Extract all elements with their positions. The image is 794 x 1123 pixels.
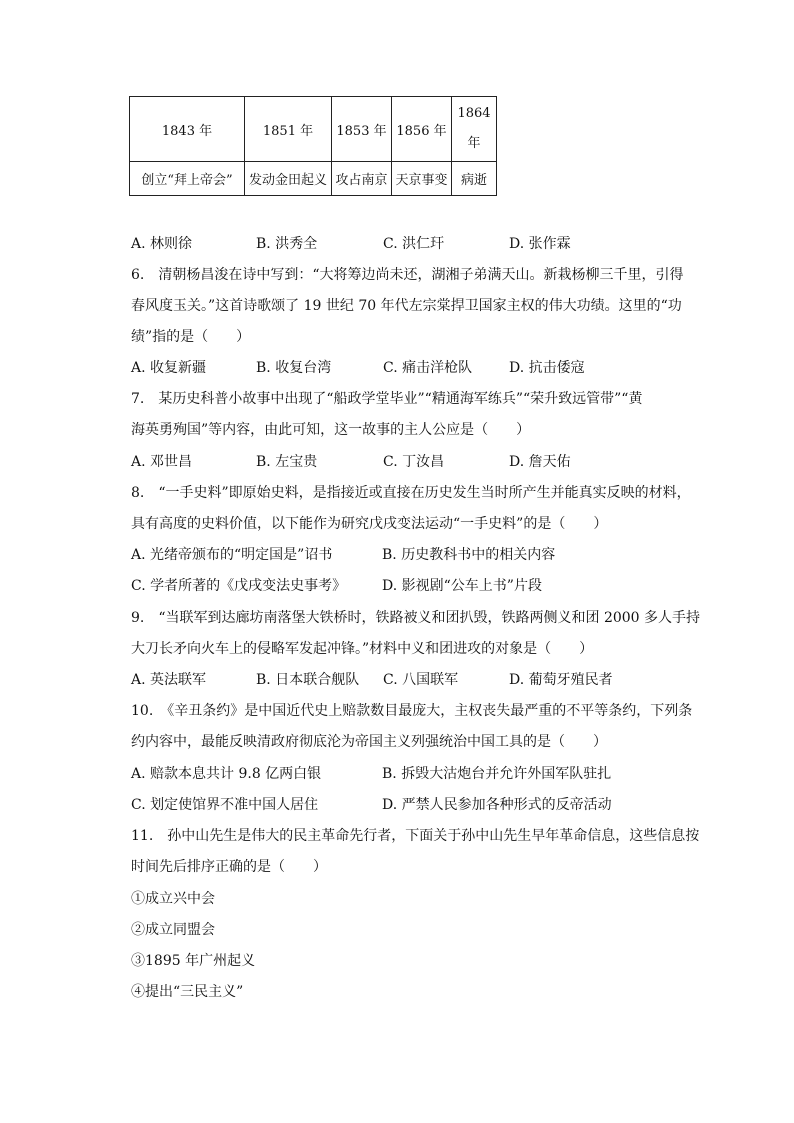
option-d[interactable]: D. 张作霖 bbox=[509, 236, 571, 252]
hong-xiuquan-timeline-table bbox=[129, 96, 497, 196]
q11-item: ③1895 年广州起义 bbox=[131, 953, 256, 969]
q8-text-line: 具有高度的史料价值，以下能作为研究戊戌变法运动“一手史料”的是（ ） bbox=[131, 516, 608, 532]
option-d[interactable]: D. 詹天佑 bbox=[509, 454, 571, 470]
table-cell: 1853 年 bbox=[332, 97, 392, 162]
option-a[interactable]: A. 收复新疆 bbox=[131, 360, 207, 376]
q9-text-line: 大刀长矛向火车上的侵略军发起冲锋。”材料中义和团进攻的对象是（ ） bbox=[131, 641, 594, 657]
q10-text-line: 10. 《辛丑条约》是中国近代史上赔款数目最庞大，主权丧失最严重的不平等条约，下列条 bbox=[131, 703, 693, 719]
option-d[interactable]: D. 抗击倭寇 bbox=[509, 360, 585, 376]
q11-text-line: 时间先后排序正确的是（ ） bbox=[131, 859, 327, 875]
option-b[interactable]: B. 日本联合舰队 bbox=[256, 672, 360, 688]
option-b[interactable]: B. 历史教科书中的相关内容 bbox=[382, 547, 556, 563]
option-a[interactable]: A. 光绪帝颁布的“明定国是”诏书 bbox=[131, 547, 333, 563]
option-b[interactable]: B. 收复台湾 bbox=[256, 360, 332, 376]
table-row bbox=[130, 162, 497, 196]
option-d[interactable]: D. 葡萄牙殖民者 bbox=[509, 672, 613, 688]
option-c[interactable]: C. 学者所著的《戊戌变法史事考》 bbox=[131, 578, 347, 594]
table-cell: 创立“拜上帝会” bbox=[130, 162, 245, 196]
table-cell: 1843 年 bbox=[130, 97, 245, 162]
table-cell: 攻占南京 bbox=[332, 162, 392, 196]
q8-text-line: 8. “一手史料”即原始史料，是指接近或直接在历史发生当时所产生并能真实反映的材料， bbox=[131, 485, 691, 501]
q11-item: ②成立同盟会 bbox=[131, 922, 215, 938]
q11-item: ①成立兴中会 bbox=[131, 891, 215, 907]
option-d[interactable]: D. 影视剧“公车上书”片段 bbox=[382, 578, 542, 594]
table-cell: 发动金田起义 bbox=[245, 162, 332, 196]
q7-text-line: 7. 某历史科普小故事中出现了“船政学堂毕业”“精通海军练兵”“荣升致远管带”“黄 bbox=[131, 391, 643, 407]
option-d[interactable]: D. 严禁人民参加各种形式的反帝活动 bbox=[382, 797, 612, 813]
q6-text-line: 绩”指的是（ ） bbox=[131, 329, 251, 345]
table-cell: 1851 年 bbox=[245, 97, 332, 162]
option-a[interactable]: A. 邓世昌 bbox=[131, 454, 193, 470]
option-a[interactable]: A. 赔款本息共计 9.8 亿两白银 bbox=[131, 766, 322, 782]
table-cell-line: 年 bbox=[467, 136, 481, 151]
table-cell bbox=[452, 97, 497, 162]
table-cell-line: 1864 bbox=[457, 106, 491, 121]
option-b[interactable]: B. 左宝贵 bbox=[256, 454, 318, 470]
q9-text-line: 9. “当联军到达廊坊南落堡大铁桥时，铁路被义和团扒毁，铁路两侧义和团 2000 多人手持 bbox=[131, 610, 701, 626]
q11-item: ④提出“三民主义” bbox=[131, 984, 244, 1000]
option-a[interactable]: A. 英法联军 bbox=[131, 672, 207, 688]
q11-text-line: 11. 孙中山先生是伟大的民主革命先行者，下面关于孙中山先生早年革命信息，这些信息按 bbox=[131, 828, 700, 844]
q7-text-line: 海英勇殉国”等内容，由此可知，这一故事的主人公应是（ ） bbox=[131, 422, 531, 438]
table-cell: 1856 年 bbox=[392, 97, 452, 162]
option-b[interactable]: B. 洪秀全 bbox=[256, 236, 318, 252]
option-c[interactable]: C. 痛击洋枪队 bbox=[383, 360, 473, 376]
q10-text-line: 约内容中，最能反映清政府彻底沦为帝国主义列强统治中国工具的是（ ） bbox=[131, 734, 607, 750]
option-a[interactable]: A. 林则徐 bbox=[131, 236, 193, 252]
option-c[interactable]: C. 洪仁玕 bbox=[383, 236, 445, 252]
option-c[interactable]: C. 八国联军 bbox=[383, 672, 459, 688]
option-c[interactable]: C. 划定使馆界不准中国人居住 bbox=[131, 797, 319, 813]
table-cell: 病逝 bbox=[452, 162, 497, 196]
option-b[interactable]: B. 拆毁大沽炮台并允许外国军队驻扎 bbox=[382, 766, 612, 782]
option-c[interactable]: C. 丁汝昌 bbox=[383, 454, 445, 470]
table-cell: 天京事变 bbox=[392, 162, 452, 196]
q6-text-line: 6. 清朝杨昌浚在诗中写到：“大将筹边尚未还，湖湘子弟满天山。新栽杨柳三千里，引得 bbox=[131, 267, 684, 283]
q6-text-line: 春风度玉关。”这首诗歌颂了 19 世纪 70 年代左宗棠捍卫国家主权的伟大功绩。这里的“功 bbox=[131, 298, 682, 314]
table-row bbox=[130, 97, 497, 162]
